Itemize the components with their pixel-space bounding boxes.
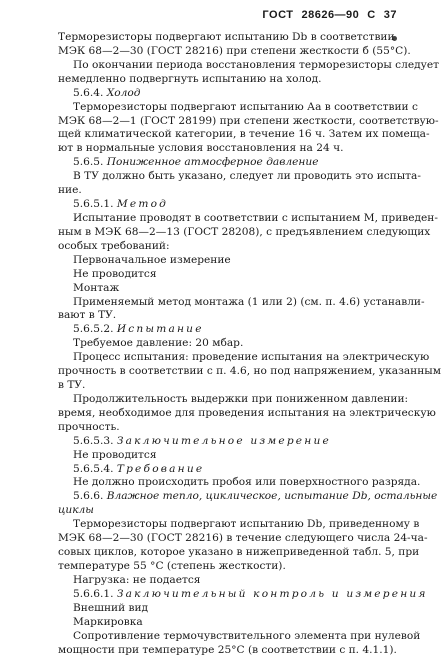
text-line: По окончании периода восстановления терморезисторы следует [73, 58, 439, 71]
text-line: Первоначальное измерение [73, 253, 231, 266]
text-line: Маркировка [73, 615, 143, 628]
text-line: Не проводится [73, 267, 157, 280]
section-title: Влажное тепло, циклическое, испытание Db, остальные [106, 490, 438, 503]
section-heading [73, 489, 438, 503]
section-number: 5.6.4. [73, 86, 107, 99]
section-heading [73, 434, 398, 448]
text-line: МЭК 68—2—1 (ГОСТ 28199) при степени жесткости, соответствую- [58, 114, 439, 127]
section-heading [73, 86, 398, 100]
text-line: Терморезисторы подвергают испытанию Db, приведенному в [73, 518, 420, 531]
section-title: Требование [116, 462, 205, 475]
section-number: 5.6.6.1. [73, 587, 117, 600]
header-standard: ГОСТ [262, 9, 294, 21]
header-page-number: 37 [383, 9, 397, 21]
text-line: вают в ТУ. [58, 309, 117, 322]
text-line: МЭК 68—2—30 (ГОСТ 28216) при степени жесткости б (55°С). [58, 44, 411, 57]
section-number: 5.6.5.4. [73, 462, 117, 475]
section-number: 5.6.6. [73, 490, 107, 503]
text-line: Не должно происходить пробоя или поверхностного разряда. [73, 476, 421, 489]
section-number: 5.6.5.2. [73, 323, 117, 336]
text-line: мощности при температуре 25°С (в соответствии с п. 4.1.1). [58, 643, 397, 656]
text-line: МЭК 68—2—30 (ГОСТ 28216) в течение следующего числа 24-ча- [58, 532, 428, 545]
text-line: В ТУ должно быть указано, следует ли проводить это испыта- [73, 170, 421, 183]
text-line: Терморезисторы подвергают испытанию Db в соответствии [58, 31, 395, 43]
text-line: совых циклов, которое указано в нижеприведенной табл. 5, при [58, 546, 420, 558]
text-line: температуре 55 °С (степень жесткости). [58, 560, 286, 572]
section-heading [73, 155, 398, 169]
text-line: ют в нормальные условия восстановления на 24 ч. [58, 142, 344, 155]
page-header [262, 8, 397, 22]
text-line: ным в МЭК 68—2—13 (ГОСТ 28208), с предъявлением следующих [58, 225, 431, 238]
section-title: Пониженное атмосферное давление [106, 156, 319, 169]
text-line: прочность. [58, 420, 120, 433]
text-line: циклы [58, 504, 94, 517]
text-line: в ТУ. [58, 379, 86, 391]
section-number: 5.6.5. [73, 156, 107, 169]
section-heading [73, 587, 428, 601]
text-line: Испытание проводят в соответствии с испытанием М, приведен- [73, 212, 438, 224]
text-line: Сопротивление термочувствительного элемента при нулевой [73, 629, 421, 642]
section-heading [73, 322, 398, 336]
section-number: 5.6.5.1. [73, 198, 117, 210]
text-line: ние. [58, 184, 82, 197]
text-line: Нагрузка: не подается [73, 573, 201, 586]
section-title: Метод [116, 198, 169, 210]
section-heading [73, 462, 398, 476]
text-line: прочность в соответствии с п. 4.6, но под напряжением, указанным [58, 365, 441, 378]
text-line: особых требований: [58, 239, 170, 252]
text-line: Монтаж [73, 281, 120, 294]
section-heading [73, 197, 398, 211]
section-title: Заключительный контроль и измерения [116, 587, 428, 600]
text-line: Не проводится [73, 448, 157, 461]
section-title: Холод [106, 86, 141, 99]
text-line: Внешний вид [73, 601, 149, 614]
text-line: щей климатической категории, в течение 16 ч. Затем их помеща- [58, 128, 430, 141]
text-line: Требуемое давление: 20 мбар. [73, 337, 244, 350]
section-title: Заключительное измерение [116, 434, 331, 447]
text-line: Терморезисторы подвергают испытанию Аа в соответствии с [73, 100, 418, 113]
text-line: Процесс испытания: проведение испытания на электрическую [73, 351, 430, 364]
section-title: Испытание [116, 323, 204, 336]
text-line: Продолжительность выдержки при пониженном давлении: [73, 392, 409, 405]
text-line: время, необходимое для проведения испытания на электрическую [58, 406, 436, 419]
header-letter: С [367, 9, 376, 21]
text-line: Применяемый метод монтажа (1 или 2) (см. п. 4.6) устанавли- [73, 295, 425, 308]
text-line: немедленно подвергнуть испытанию на холод. [58, 72, 322, 85]
header-number: 28626—90 [301, 9, 360, 21]
section-number: 5.6.5.3. [73, 434, 117, 447]
